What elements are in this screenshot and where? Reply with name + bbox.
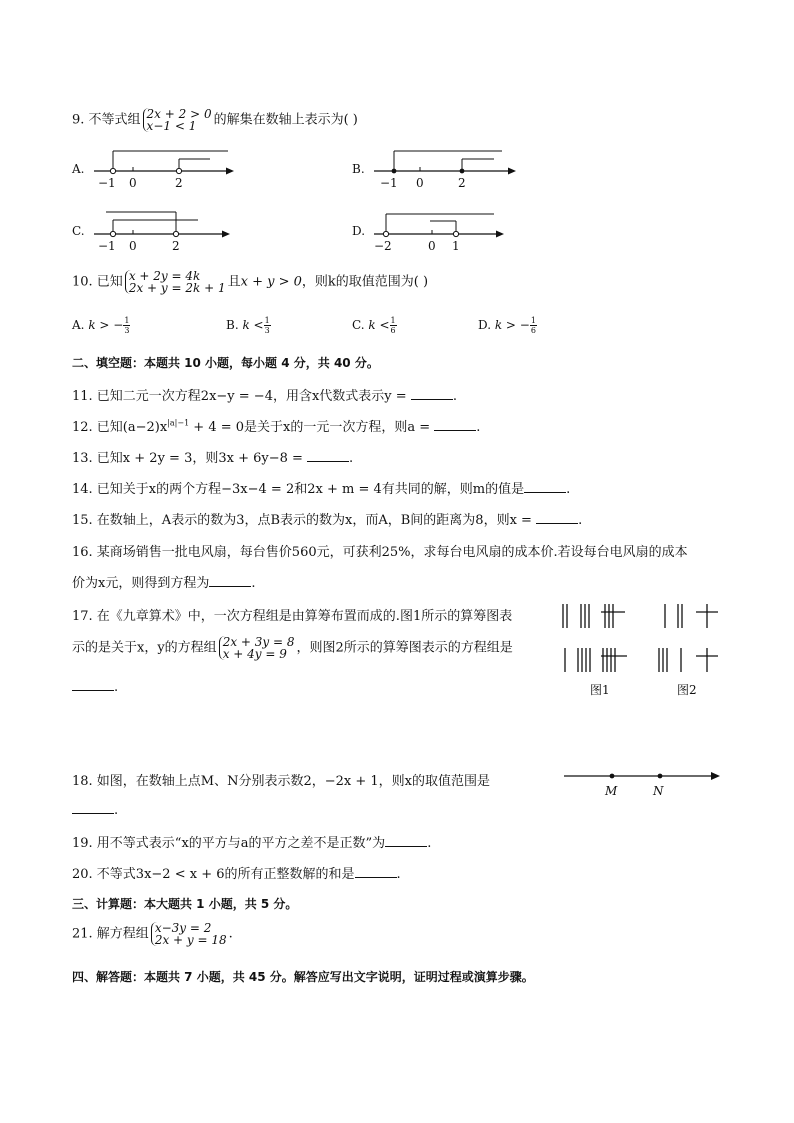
tick-label: 0 <box>416 176 424 190</box>
q9-system <box>143 108 212 132</box>
figure-2-caption: 图2 <box>677 683 697 697</box>
answer-blank[interactable] <box>434 418 476 431</box>
open-point <box>383 231 388 236</box>
axis-arrow <box>508 168 516 175</box>
q12-end: . <box>476 420 481 435</box>
question-15 <box>72 509 582 528</box>
question-17-line-1: 17. 在《九章算术》中，一次方程组是由算筹布置而成的.图1所示的算筹图表 <box>72 609 513 624</box>
answer-blank[interactable] <box>411 387 453 400</box>
open-point <box>173 231 178 236</box>
q9-option-d-numberline <box>370 208 510 252</box>
section-3-heading: 三、计算题：本大题共 1 小题，共 5 分。 <box>72 897 298 911</box>
q10-condition: x + y > 0 <box>240 274 302 290</box>
question-21 <box>72 922 233 946</box>
point-m-label: M <box>605 784 618 798</box>
fraction <box>264 316 271 335</box>
q11-end: . <box>452 389 457 404</box>
answer-blank[interactable] <box>307 449 349 462</box>
q18-numberline <box>560 764 726 800</box>
question-16-line-1: 16. 某商场销售一批电风扇，每台售价560元，可获利25%，求每台电风扇的成本价.若设每台电风扇的成本 <box>72 545 688 560</box>
tick-label: 0 <box>129 239 137 252</box>
q12-exponent: |a|−1 <box>167 418 190 428</box>
tick-label: 0 <box>129 176 137 190</box>
q9-suffix: 的解集在数轴上表示为( ) <box>213 112 358 128</box>
q10-eq2: 2x + y = 2k + 1 <box>128 281 226 295</box>
q10-eq1: x + 2y = 4k <box>128 269 201 283</box>
tick-label: 2 <box>175 176 183 190</box>
denominator: 3 <box>264 326 270 335</box>
q20-text: 20. 不等式3x−2 < x + 6的所有正整数解的和是 <box>72 867 355 882</box>
section-2-heading: 二、填空题：本题共 10 小题，每小题 4 分，共 40 分。 <box>72 356 379 370</box>
open-point <box>110 231 115 236</box>
q9-option-a-numberline <box>88 148 238 190</box>
question-17-line-3 <box>72 678 118 695</box>
open-point <box>110 168 115 173</box>
answer-blank[interactable] <box>72 801 114 814</box>
option-expression: k > − <box>88 318 124 332</box>
q10-option-a <box>72 316 130 335</box>
figure-1-rods <box>563 604 627 672</box>
q14-text: 14. 已知关于x的两个方程−3x−4 = 2和2x + m = 4有共同的解，则m的值是 <box>72 482 525 497</box>
question-18: 18. 如图，在数轴上点M、N分别表示数2，−2x + 1，则x的取值范围是 <box>72 774 491 789</box>
q9-option-d-label: D. <box>352 224 366 238</box>
fraction <box>530 316 537 335</box>
option-label: C. <box>352 318 365 332</box>
answer-blank[interactable] <box>536 511 578 524</box>
q21-system <box>151 922 227 946</box>
tick-label: 2 <box>458 176 466 190</box>
question-18-answer <box>72 801 118 818</box>
q10-option-b <box>226 316 271 335</box>
numerator: 1 <box>264 316 270 325</box>
q9-option-c-numberline <box>88 208 236 252</box>
question-20 <box>72 863 401 882</box>
q19-end: . <box>427 836 432 851</box>
q19-text: 19. 用不等式表示“x的平方与a的平方之差不是正数”为 <box>72 836 386 851</box>
q21-eq2: 2x + y = 18 <box>154 933 227 947</box>
q10-suffix-b: ，则k的取值范围为( ) <box>301 274 429 290</box>
point-n <box>658 774 663 779</box>
q13-end: . <box>349 451 354 466</box>
q16-end: . <box>251 576 256 591</box>
q9-eq2: x−1 < 1 <box>146 119 197 133</box>
question-17-line-2 <box>72 636 513 660</box>
figure-2-rods <box>659 604 718 672</box>
q10-prefix: 10. 已知 <box>72 274 123 290</box>
q10-option-c <box>352 316 397 335</box>
answer-blank[interactable] <box>72 678 114 691</box>
q17-end: . <box>114 680 119 695</box>
fraction <box>390 316 397 335</box>
answer-blank[interactable] <box>524 480 566 493</box>
q17-eq2: x + 4y = 9 <box>222 647 287 661</box>
section-4-heading: 四、解答题：本题共 7 小题，共 45 分。解答应写出文字说明，证明过程或演算步骤。 <box>72 970 534 984</box>
option-expression: k < <box>242 318 264 332</box>
q12-part-a: 12. 已知(a−2)x <box>72 420 168 435</box>
question-9 <box>72 108 358 132</box>
tick-label: −2 <box>374 239 392 252</box>
point-n-label: N <box>653 784 664 798</box>
q12-part-b: + 4 = 0是关于x的一元一次方程，则a = <box>189 420 435 435</box>
option-expression: k > − <box>494 318 530 332</box>
q9-option-c-label: C. <box>72 224 85 238</box>
option-label: D. <box>478 318 492 332</box>
tick-label: 0 <box>428 239 436 252</box>
option-label: B. <box>226 318 239 332</box>
tick-label: −1 <box>98 176 116 190</box>
question-14 <box>72 478 570 497</box>
q16-text: 价为x元，则得到方程为 <box>72 576 210 591</box>
q10-option-d <box>478 316 537 335</box>
point-m <box>610 774 615 779</box>
q17-eq1: 2x + 3y = 8 <box>222 635 295 649</box>
option-label: A. <box>72 318 85 332</box>
tick-label: 1 <box>452 239 460 252</box>
open-point <box>176 168 181 173</box>
option-expression: k < <box>368 318 390 332</box>
numerator: 1 <box>124 316 130 325</box>
q9-option-b-numberline <box>370 148 522 190</box>
q13-text: 13. 已知x + 2y = 3，则3x + 6y−8 = <box>72 451 308 466</box>
q15-text: 15. 在数轴上，A表示的数为3，点B表示的数为x，而A，B间的距离为8，则x = <box>72 513 537 528</box>
q11-text: 11. 已知二元一次方程2x−y = −4，用含x代数式表示y = <box>72 389 411 404</box>
q14-end: . <box>566 482 571 497</box>
counting-rods-figures <box>556 598 726 700</box>
question-10 <box>72 270 428 294</box>
numerator: 1 <box>530 316 536 325</box>
question-12 <box>72 416 480 435</box>
q21-prefix: 21. 解方程组 <box>72 926 149 942</box>
q9-eq1: 2x + 2 > 0 <box>146 107 212 121</box>
figure-1-caption: 图1 <box>590 683 610 697</box>
question-13 <box>72 447 353 466</box>
denominator: 3 <box>124 326 130 335</box>
tick-label: 2 <box>172 239 180 252</box>
axis-arrow <box>711 772 720 780</box>
q10-system <box>125 270 226 294</box>
open-point <box>453 231 458 236</box>
axis-arrow <box>226 168 234 175</box>
q17-text-a: 示的是关于x，y的方程组 <box>72 640 217 656</box>
question-19 <box>72 832 431 851</box>
axis-arrow <box>496 231 504 238</box>
tick-label: −1 <box>380 176 398 190</box>
q15-end: . <box>578 513 583 528</box>
q21-eq1: x−3y = 2 <box>154 921 212 935</box>
answer-blank[interactable] <box>385 834 427 847</box>
question-16-line-2 <box>72 572 255 591</box>
fraction <box>123 316 130 335</box>
q9-option-a-label: A. <box>72 162 85 176</box>
q21-end: . <box>228 926 233 942</box>
q20-end: . <box>396 867 401 882</box>
q18-end: . <box>114 803 119 818</box>
q9-prefix: 9. 不等式组 <box>72 112 141 128</box>
q10-suffix-a: 且 <box>227 274 241 290</box>
denominator: 6 <box>390 326 396 335</box>
denominator: 6 <box>530 326 536 335</box>
q17-text-b: ，则图2所示的算筹图表示的方程组是 <box>296 640 513 656</box>
answer-blank[interactable] <box>355 865 397 878</box>
tick-label: −1 <box>98 239 116 252</box>
closed-point <box>392 169 397 174</box>
axis-arrow <box>222 231 230 238</box>
answer-blank[interactable] <box>209 574 251 587</box>
q9-option-b-label: B. <box>352 162 365 176</box>
closed-point <box>460 169 465 174</box>
question-11 <box>72 385 457 404</box>
numerator: 1 <box>390 316 396 325</box>
q17-system <box>219 636 295 660</box>
